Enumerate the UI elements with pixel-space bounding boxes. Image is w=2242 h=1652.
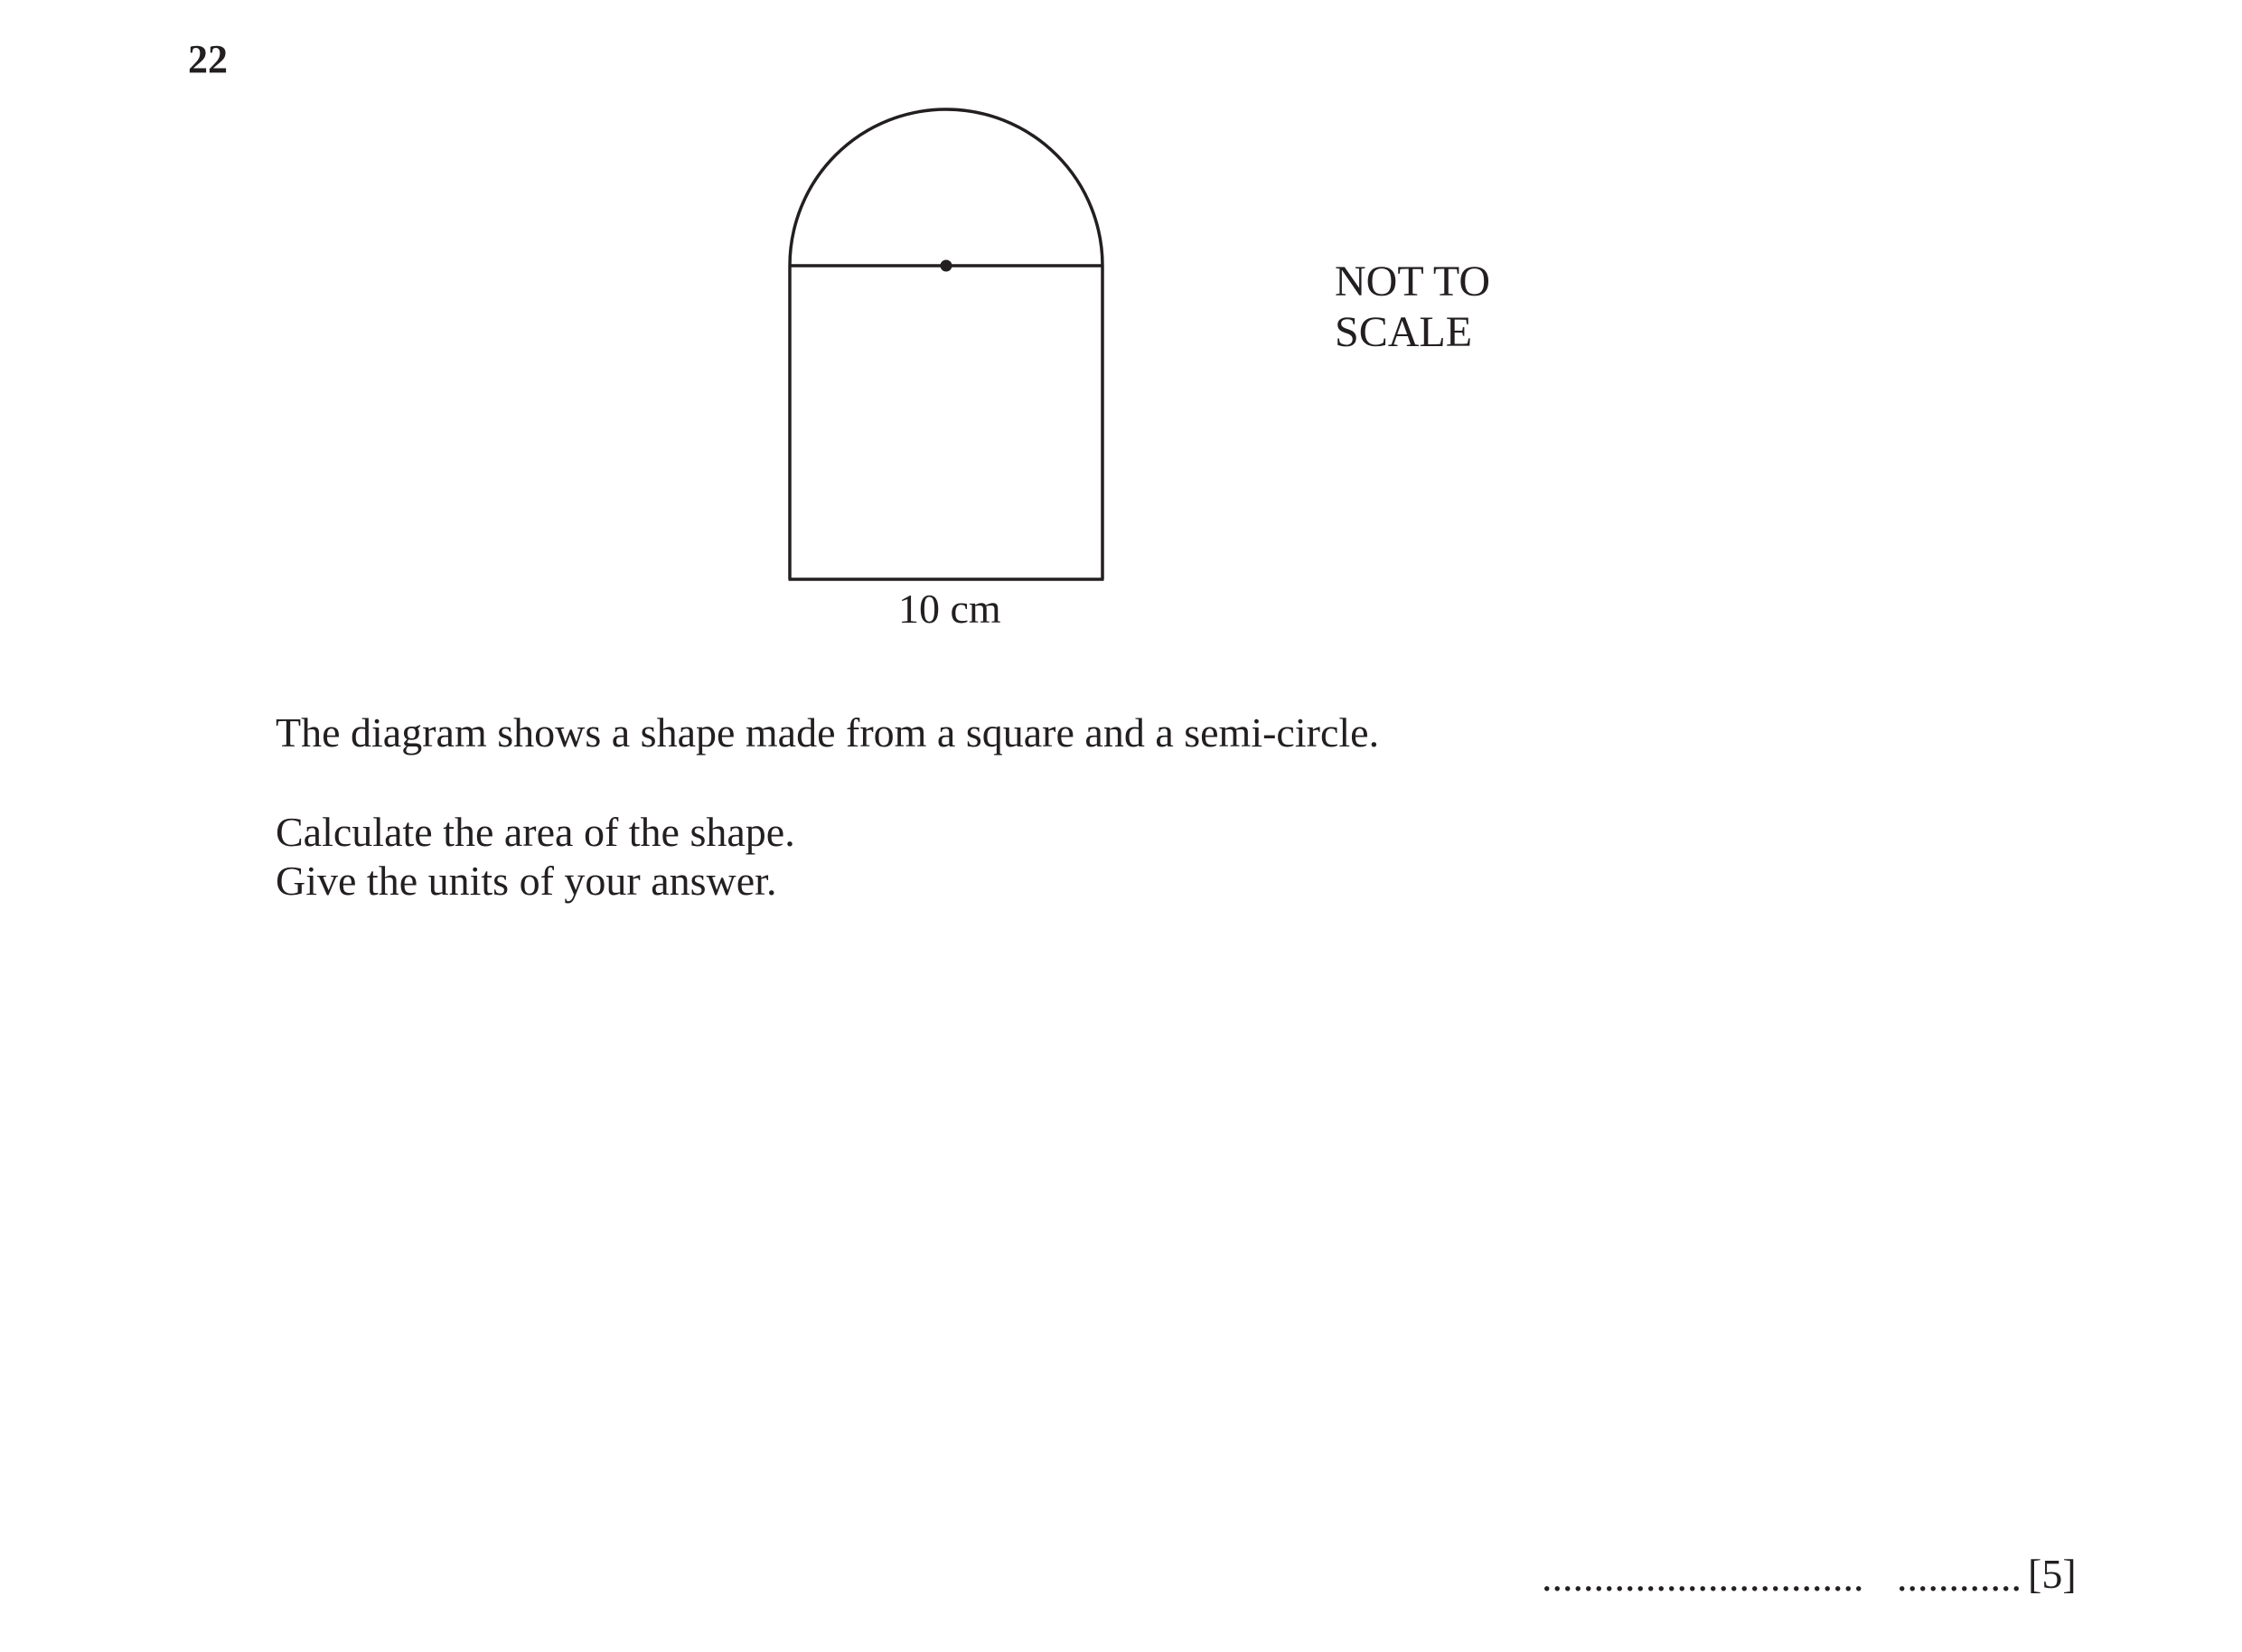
units-line[interactable]: ............ xyxy=(1897,1553,2022,1600)
not-to-scale-note xyxy=(1335,257,1490,358)
question-instruction: Calculate the area of the shape. xyxy=(276,809,795,855)
question-number: 22 xyxy=(188,37,228,81)
centre-point xyxy=(941,260,952,272)
side-length-label: 10 cm xyxy=(898,586,1001,632)
not-to-scale-line2: SCALE xyxy=(1335,308,1473,356)
question-units-instruction: Give the units of your answer. xyxy=(276,858,777,904)
marks-label: [5] xyxy=(2028,1551,2077,1597)
answer-line[interactable]: ............................... xyxy=(1542,1553,1864,1600)
semicircle-arc xyxy=(790,109,1102,266)
question-statement: The diagram shows a shape made from a square and a semi-circle. xyxy=(276,709,1380,756)
not-to-scale-line1: NOT TO xyxy=(1335,258,1491,305)
